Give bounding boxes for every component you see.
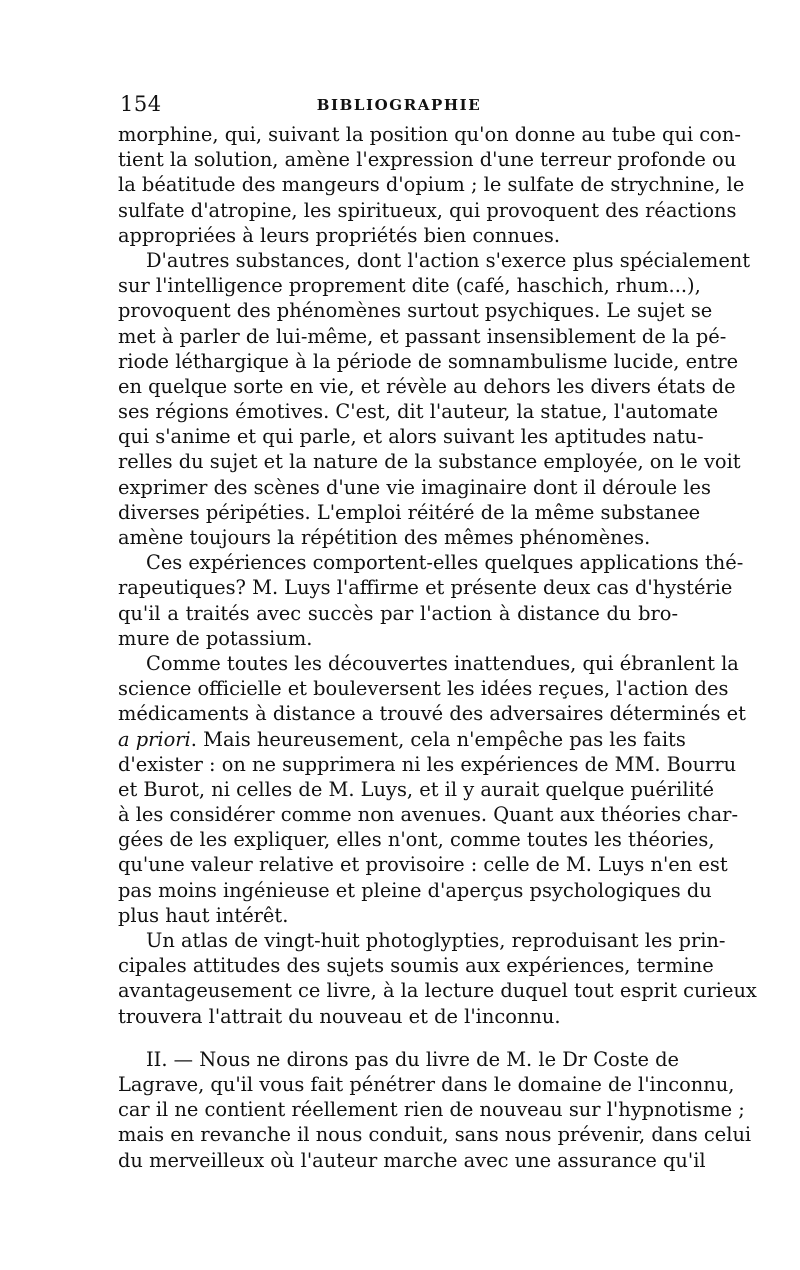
running-head: BIBLIOGRAPHIE bbox=[316, 96, 482, 114]
page-number: 154 bbox=[120, 92, 162, 116]
body-text bbox=[118, 122, 757, 1173]
text-line: provoquent des phénomènes surtout psychiques. Le sujet se bbox=[118, 299, 713, 323]
paragraph bbox=[118, 1047, 752, 1173]
text-line: exprimer des scènes d'une vie imaginaire dont il déroule les bbox=[118, 475, 711, 499]
section-gap bbox=[118, 1029, 678, 1047]
text-line: Comme toutes les découvertes inattendues, qui ébranlent la bbox=[146, 651, 739, 675]
text-line: qu'une valeur relative et provisoire : celle de M. Luys n'en est bbox=[118, 853, 728, 877]
page-header bbox=[118, 92, 680, 118]
text-line: Un atlas de vingt-huit photoglypties, reproduisant les prin- bbox=[146, 929, 726, 952]
text-line: appropriées à leurs propriétés bien connues. bbox=[118, 223, 560, 247]
text-line: met à parler de lui-même, et passant insensiblement de la pé- bbox=[118, 324, 727, 348]
paragraph bbox=[118, 550, 744, 651]
text-line: diverses péripéties. L'emploi réitéré de la même substanee bbox=[118, 500, 701, 524]
text-line: Ces expériences comportent-elles quelques applications thé- bbox=[146, 551, 744, 575]
text-line: médicaments à distance a trouvé des adversaires déterminés et bbox=[118, 702, 746, 726]
text-line: mais en revanche il nous conduit, sans nous prévenir, dans celui bbox=[118, 1123, 752, 1147]
text-line: sulfate d'atropine, les spiritueux, qui provoquent des réactions bbox=[118, 198, 737, 222]
paragraph bbox=[118, 122, 745, 248]
text-line: riode léthargique à la période de somnambulisme lucide, entre bbox=[118, 349, 739, 373]
text-line: tient la solution, amène l'expression d'une terreur profonde ou bbox=[118, 148, 737, 172]
text-line: rapeutiques? M. Luys l'affirme et présente deux cas d'hystérie bbox=[118, 576, 733, 600]
text-line: a priori. Mais heureusement, cela n'empêche pas les faits bbox=[118, 727, 686, 751]
text-line: qui s'anime et qui parle, et alors suivant les aptitudes natu- bbox=[118, 425, 704, 449]
text-line: du merveilleux où l'auteur marche avec une assurance qu'il bbox=[118, 1148, 706, 1172]
text-line: morphine, qui, suivant la position qu'on donne au tube qui con- bbox=[118, 123, 741, 146]
text-line: Lagrave, qu'il vous fait pénétrer dans le domaine de l'inconnu, bbox=[118, 1072, 735, 1096]
text-line: II. — Nous ne dirons pas du livre de M. le Dr Coste de bbox=[146, 1047, 679, 1071]
text-line: amène toujours la répétition des mêmes phénomènes. bbox=[118, 526, 651, 549]
text-line: mure de potassium. bbox=[118, 626, 313, 650]
text-line: cipales attitudes des sujets soumis aux expériences, termine bbox=[118, 954, 714, 978]
text-line: gées de les expliquer, elles n'ont, comme toutes les théories, bbox=[118, 828, 715, 852]
text-line: trouvera l'attrait du nouveau et de l'inconnu. bbox=[118, 1004, 561, 1028]
text-line: en quelque sorte en vie, et révèle au dehors les divers états de bbox=[118, 374, 736, 398]
text-line: pas moins ingénieuse et pleine d'aperçus psychologiques du bbox=[118, 878, 712, 902]
text-line: car il ne contient réellement rien de nouveau sur l'hypnotisme ; bbox=[118, 1098, 745, 1122]
text-line: science officielle et bouleversent les idées reçues, l'action des bbox=[118, 677, 729, 701]
paragraph bbox=[118, 248, 751, 550]
text-line: à les considérer comme non avenues. Quant aux théories char- bbox=[118, 803, 738, 827]
text-line: la béatitude des mangeurs d'opium ; le sulfate de strychnine, le bbox=[118, 173, 745, 197]
text-line: avantageusement ce livre, à la lecture duquel tout esprit curieux bbox=[118, 979, 757, 1003]
text-line: d'exister : on ne supprimera ni les expériences de MM. Bourru bbox=[118, 752, 737, 776]
text-line: relles du sujet et la nature de la substance employée, on le voit bbox=[118, 450, 741, 474]
text-line: ses régions émotives. C'est, dit l'auteur, la statue, l'automate bbox=[118, 400, 719, 424]
text-line: sur l'intelligence proprement dite (café, haschich, rhum...), bbox=[118, 274, 701, 298]
text-line: et Burot, ni celles de M. Luys, et il y aurait quelque puérilité bbox=[118, 777, 715, 801]
text-line: D'autres substances, dont l'action s'exerce plus spécialement bbox=[146, 248, 751, 272]
paragraph bbox=[118, 651, 746, 928]
paragraph bbox=[118, 928, 757, 1029]
text-line: qu'il a traités avec succès par l'action à distance du bro- bbox=[118, 601, 678, 625]
text-line: plus haut intérêt. bbox=[118, 903, 289, 927]
